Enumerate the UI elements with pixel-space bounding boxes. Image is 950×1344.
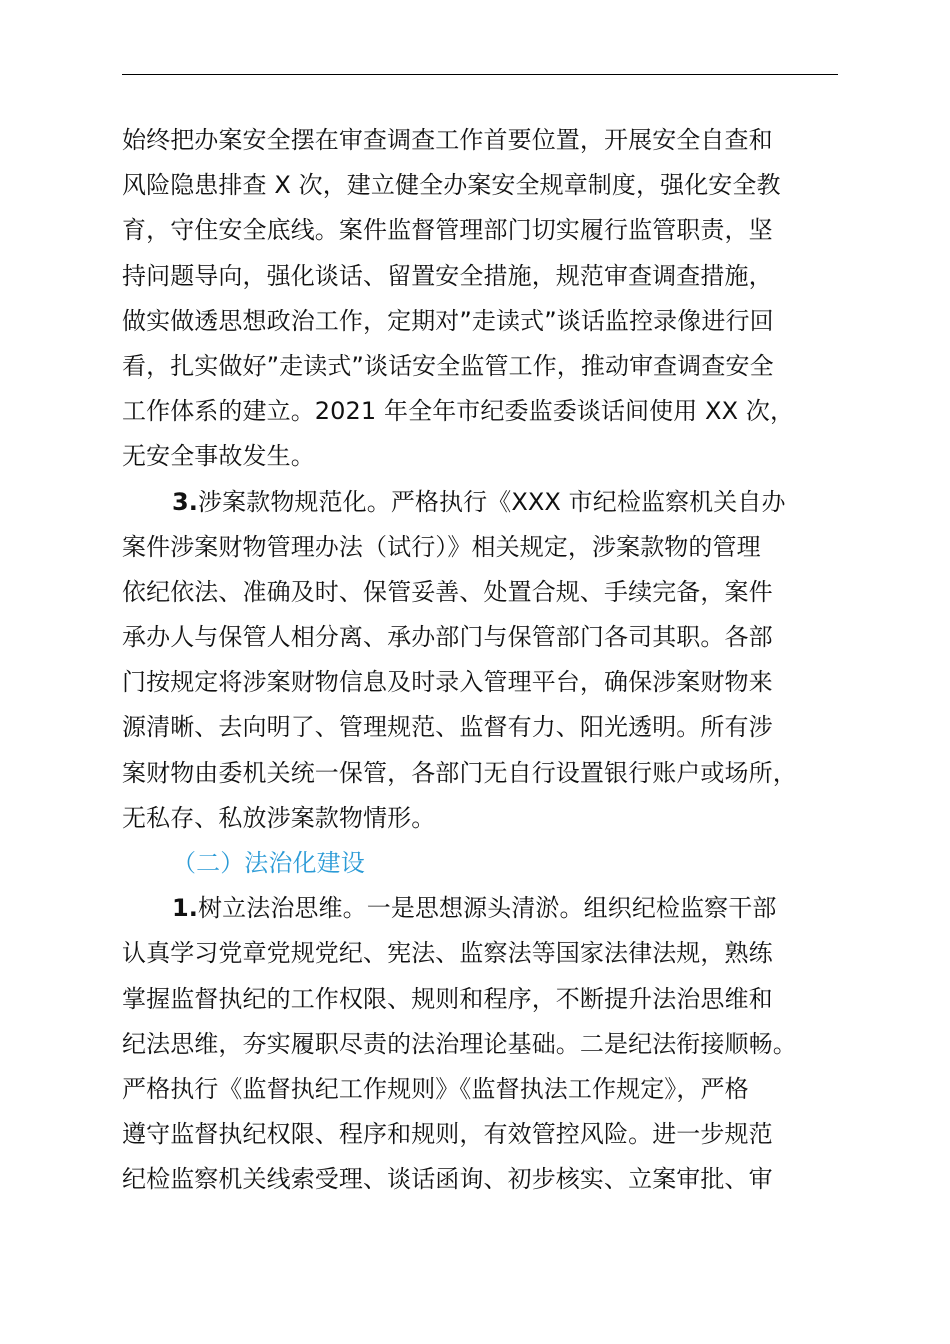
text-line: 树立法治思维。一是思想源头清淤。组织纪检监察干部	[198, 894, 777, 923]
text-line: 工作体系的建立。2021 年全年市纪委监委谈话间使用 XX 次，	[122, 397, 795, 426]
item-number: 1.	[172, 894, 199, 923]
document-body	[122, 118, 842, 1203]
text-line: 遵守监督执纪权限、程序和规则，有效管控风险。进一步规范	[122, 1120, 773, 1149]
text-line: 案件涉案财物管理办法（试行）》相关规定，涉案款物的管理	[122, 532, 761, 561]
text-line: 认真学习党章党规党纪、宪法、监察法等国家法律法规，熟练	[122, 939, 773, 968]
text-line: 无安全事故发生。	[122, 442, 315, 471]
text-line: 案财物由委机关统一保管，各部门无自行设置银行账户或场所，	[122, 758, 797, 787]
paragraph-start-1	[122, 886, 842, 931]
text-line: 依纪依法、准确及时、保管妥善、处置合规、手续完备，案件	[122, 577, 773, 606]
text-line: 涉案款物规范化。严格执行《XXX 市纪检监察机关自办	[198, 487, 786, 516]
text-line: 风险隐患排查 X 次，建立健全办案安全规章制度，强化安全教	[122, 171, 781, 200]
text-line: 无私存、私放涉案款物情形。	[122, 803, 436, 832]
paragraph-start-3	[122, 480, 842, 525]
text-line: 门按规定将涉案财物信息及时录入管理平台，确保涉案财物来	[122, 668, 773, 697]
text-line: 源清晰、去向明了、管理规范、监督有力、阳光透明。所有涉	[122, 713, 773, 742]
header-rule	[122, 74, 838, 75]
text-line: 严格执行《监督执纪工作规则》《监督执法工作规定》，严格	[122, 1074, 749, 1103]
text-line: 做实做透思想政治工作，定期对”走读式”谈话监控录像进行回	[122, 306, 774, 335]
text-line: 承办人与保管人相分离、承办部门与保管部门各司其职。各部	[122, 623, 773, 652]
text-line: 育，守住安全底线。案件监督管理部门切实履行监管职责，坚	[122, 216, 773, 245]
text-line: 看，扎实做好”走读式”谈话安全监管工作，推动审查调查安全	[122, 351, 774, 380]
text-line: 始终把办案安全摆在审查调查工作首要位置，开展安全自查和	[122, 126, 773, 154]
item-number: 3.	[172, 487, 199, 516]
text-line: 掌握监督执纪的工作权限、规则和程序，不断提升法治思维和	[122, 984, 773, 1013]
text-line: 纪法思维，夯实履职尽责的法治理论基础。二是纪法衔接顺畅。	[122, 1029, 797, 1058]
text-line: 持问题导向，强化谈话、留置安全措施，规范审查调查措施，	[122, 261, 773, 290]
text-line: 纪检监察机关线索受理、谈话函询、初步核实、立案审批、审	[122, 1165, 773, 1194]
section-heading: （二）法治化建设	[172, 849, 365, 877]
